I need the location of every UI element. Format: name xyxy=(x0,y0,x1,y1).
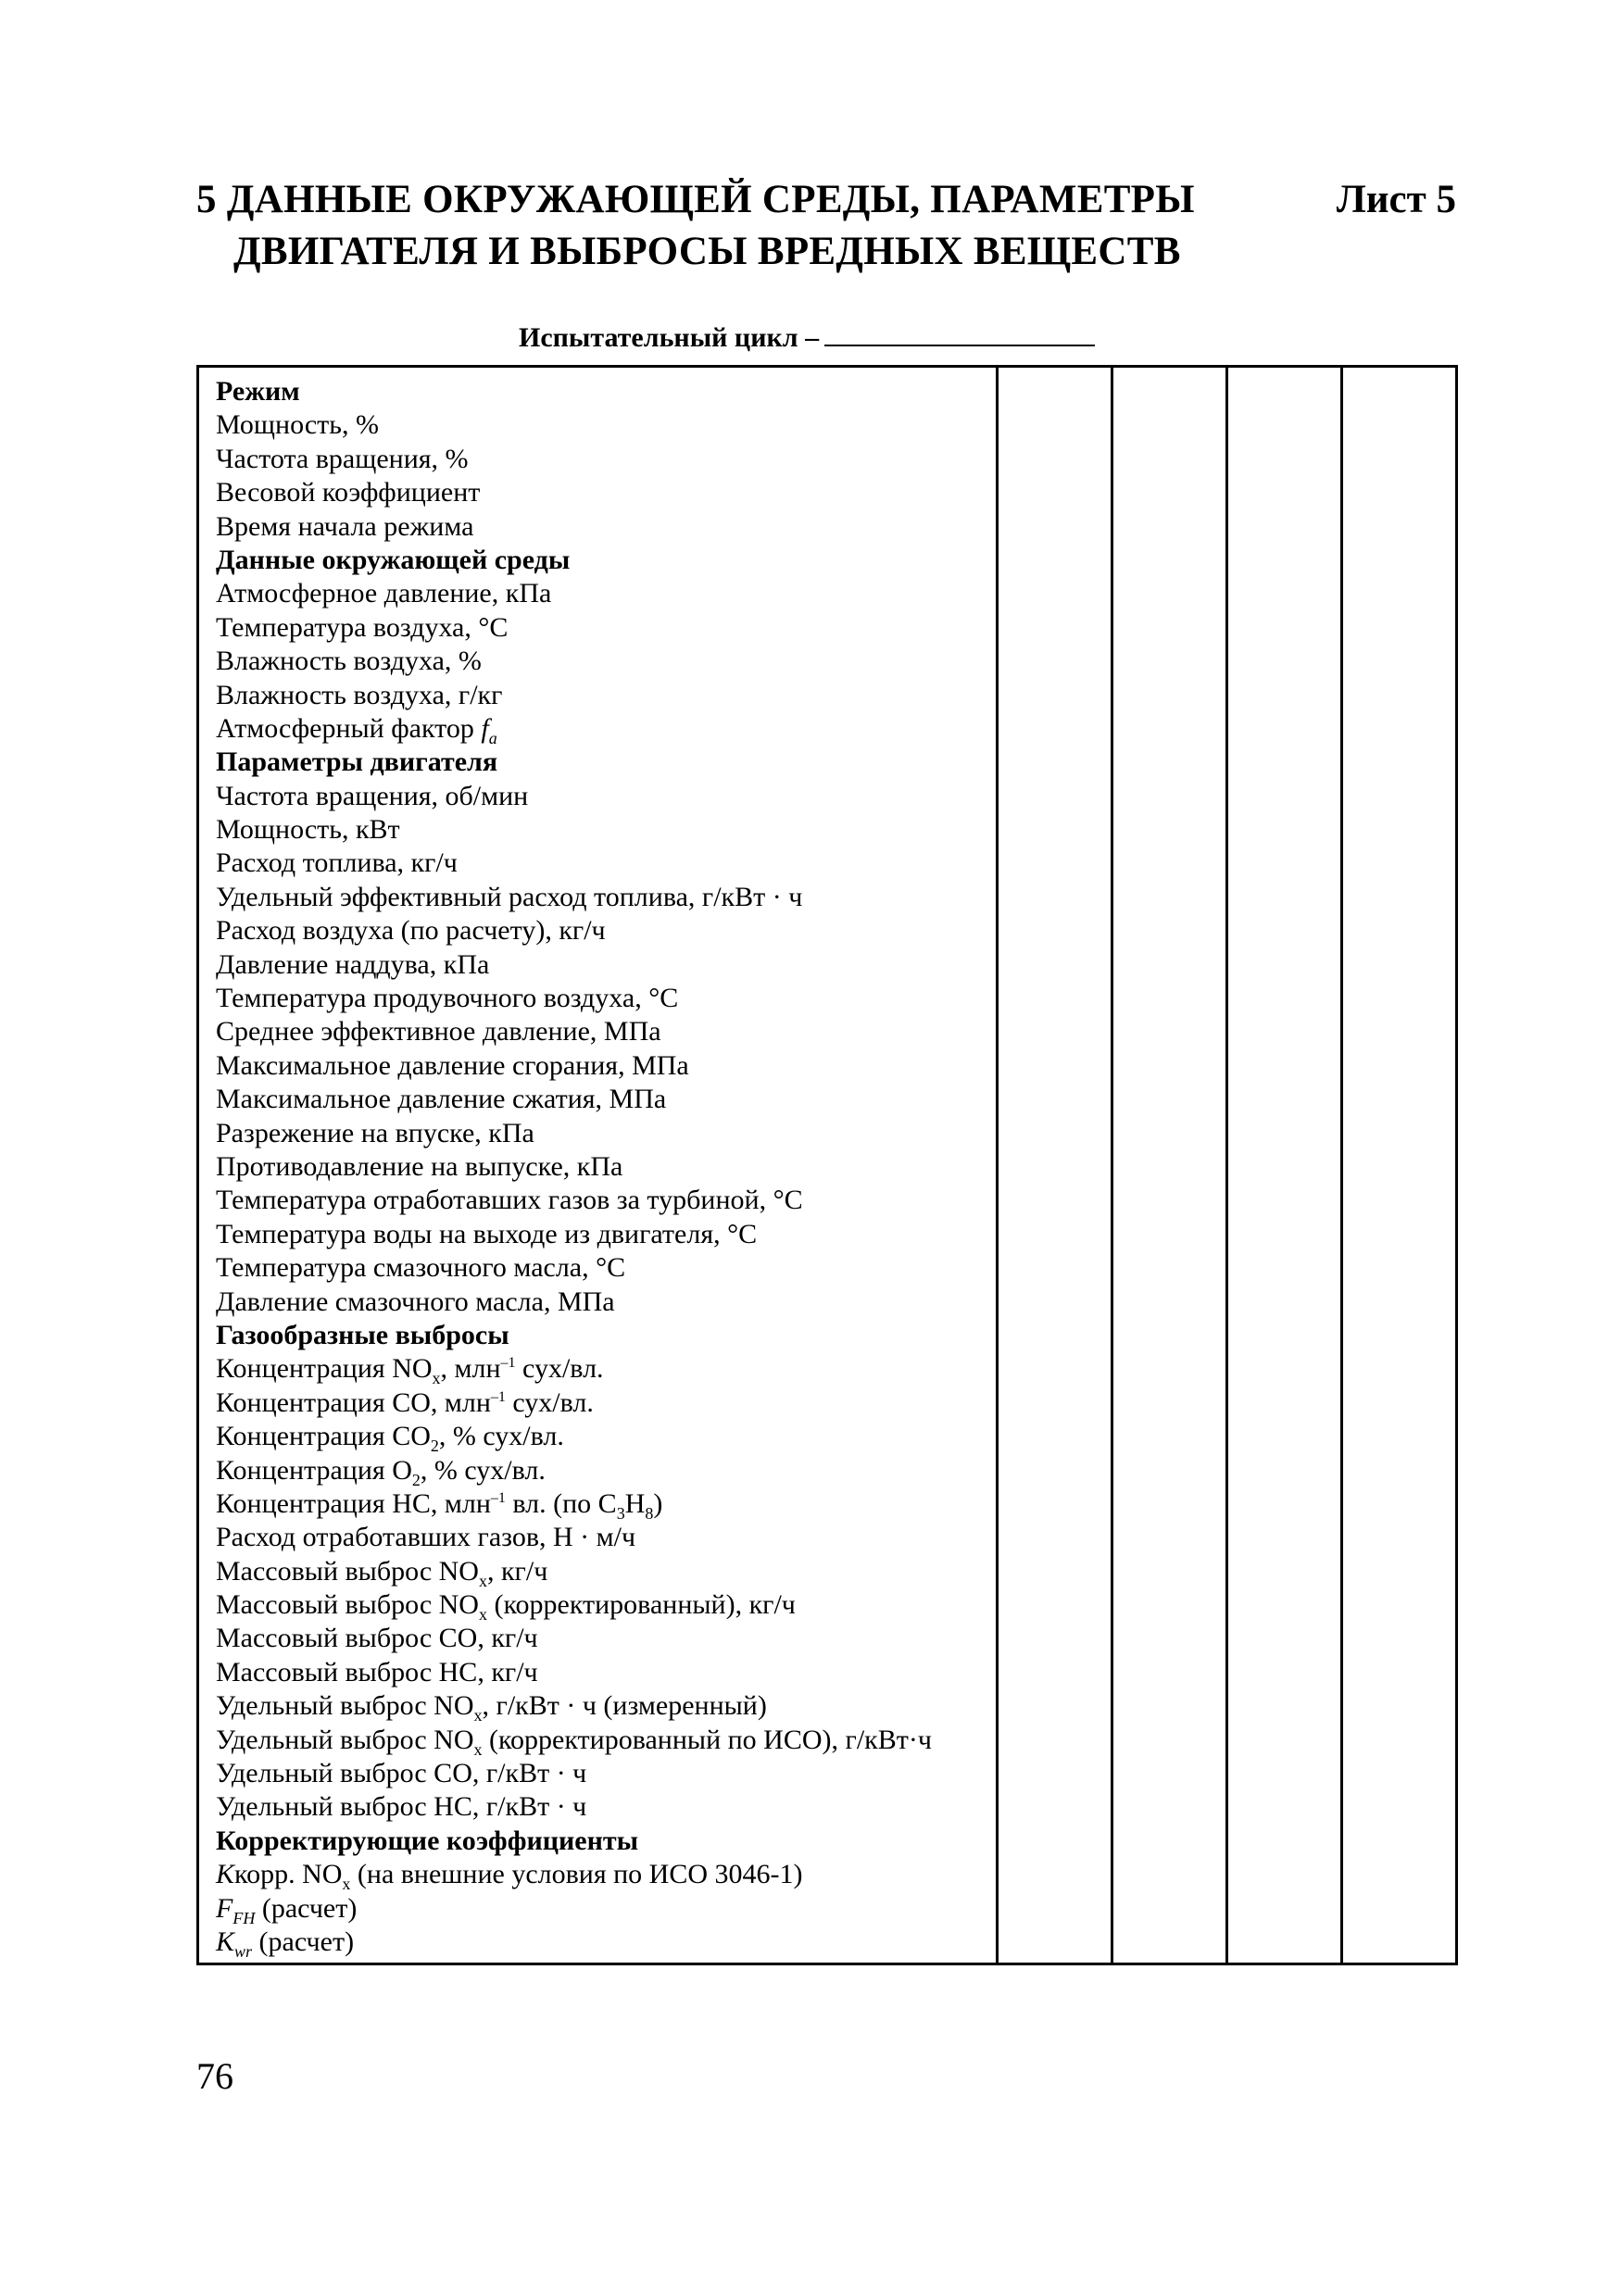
row-k-corr-nox-d: (на внешние условия по ИСО 3046-1) xyxy=(350,1859,803,1890)
row-specific-fuel-consumption: Удельный эффективный расход топлива, г/кВт · ч xyxy=(216,881,803,912)
row-mean-effective-pressure: Среднее эффективное давление, МПа xyxy=(216,1016,661,1048)
row-k-wr xyxy=(216,1926,996,1959)
row-fuel-consumption: Расход топлива, кг/ч xyxy=(216,847,458,879)
row-co2-concentration-sub: 2 xyxy=(430,1437,439,1456)
row-nox-concentration-sub: x xyxy=(432,1369,441,1388)
row-f-fh-symbol: F xyxy=(216,1892,233,1924)
row-nox-concentration-a: Концентрация NO xyxy=(216,1353,433,1385)
row-f-fh-sub: FH xyxy=(232,1908,256,1927)
row-nox-specific-measured-sub: x xyxy=(473,1706,483,1725)
section-heading-gaseous-emissions: Газообразные выбросы xyxy=(216,1319,509,1350)
row-atm-factor-symbol: f xyxy=(481,712,489,744)
section-heading-correction-factors: Корректирующие коэффициенты xyxy=(216,1825,639,1856)
row-hc-concentration xyxy=(216,1487,996,1521)
page-title xyxy=(196,174,1456,278)
row-nox-specific-measured-a: Удельный выброс NO xyxy=(216,1690,474,1722)
row-oil-pressure: Давление смазочного масла, МПа xyxy=(216,1286,615,1317)
row-nox-mass-sub: x xyxy=(478,1571,487,1590)
row-co-concentration-c: сух/вл. xyxy=(505,1386,594,1418)
row-weight-factor: Весовой коэффициент xyxy=(216,477,481,508)
row-atm-factor xyxy=(216,712,996,746)
row-k-corr-nox-b: корр. NO xyxy=(234,1859,343,1890)
row-air-flow: Расход воздуха (по расчету), кг/ч xyxy=(216,915,606,947)
row-nox-specific-corrected-c: (корректированный по ИСО), г/кВт·ч xyxy=(482,1724,932,1755)
row-boost-pressure: Давление наддува, кПа xyxy=(216,948,490,980)
data-table xyxy=(196,365,1458,1965)
row-scavenge-air-temperature: Температура продувочного воздуха, °С xyxy=(216,983,679,1014)
row-nox-mass xyxy=(216,1555,996,1588)
row-max-compression-pressure: Максимальное давление сжатия, МПа xyxy=(216,1084,667,1115)
row-air-humidity-percent: Влажность воздуха, % xyxy=(216,646,482,677)
row-exhaust-backpressure: Противодавление на выпуске, кПа xyxy=(216,1150,623,1182)
row-nox-concentration-c: , млн xyxy=(440,1353,501,1385)
row-nox-mass-a: Массовый выброс NO xyxy=(216,1555,479,1587)
row-air-humidity-gkg: Влажность воздуха, г/кг xyxy=(216,679,503,710)
row-nox-specific-corrected-sub: x xyxy=(473,1739,483,1759)
row-f-fh-c: (расчет) xyxy=(255,1892,358,1924)
row-co2-concentration-a: Концентрация СО xyxy=(216,1421,431,1452)
row-o2-concentration xyxy=(216,1454,996,1487)
row-co2-concentration-c: , % сух/вл. xyxy=(438,1421,564,1452)
row-f-fh xyxy=(216,1892,996,1926)
row-hc-concentration-sup: –1 xyxy=(490,1489,506,1506)
page-number: 76 xyxy=(196,2055,233,2097)
mode-column-2[interactable] xyxy=(1113,368,1228,1963)
row-o2-concentration-c: , % сух/вл. xyxy=(420,1454,546,1486)
row-hc-concentration-g: ) xyxy=(653,1487,663,1519)
row-o2-concentration-a: Концентрация О xyxy=(216,1454,412,1486)
row-atm-factor-text: Атмосферный фактор xyxy=(216,712,482,744)
row-engine-power: Мощность, кВт xyxy=(216,814,400,846)
row-max-combustion-pressure: Максимальное давление сгорания, МПа xyxy=(216,1049,689,1081)
row-mode-start-time: Время начала режима xyxy=(216,510,474,542)
mode-column-3[interactable] xyxy=(1228,368,1343,1963)
title-line-1: 5 ДАННЫЕ ОКРУЖАЮЩЕЙ СРЕДЫ, ПАРАМЕТРЫ xyxy=(196,178,1195,221)
row-k-corr-nox-sub: x xyxy=(342,1875,351,1894)
row-co2-concentration xyxy=(216,1420,996,1456)
row-hc-concentration-e: Н xyxy=(624,1487,646,1519)
row-hc-mass: Массовый выброс НС, кг/ч xyxy=(216,1656,538,1687)
test-cycle-label: Испытательный цикл – xyxy=(519,322,820,353)
row-air-temperature: Температура воздуха, °С xyxy=(216,611,509,643)
row-hc-concentration-a: Концентрация НС, млн xyxy=(216,1487,491,1519)
row-nox-concentration-e: сух/вл. xyxy=(515,1353,604,1385)
mode-column-1[interactable] xyxy=(999,368,1113,1963)
section-heading-ambient: Данные окружающей среды xyxy=(216,544,571,575)
row-nox-specific-measured-c: , г/кВт · ч (измеренный) xyxy=(482,1690,767,1722)
row-exhaust-flow: Расход отработавших газов, Н · м/ч xyxy=(216,1522,636,1553)
section-heading-mode: Режим xyxy=(216,376,300,407)
row-intake-vacuum: Разрежение на впуске, кПа xyxy=(216,1117,534,1148)
row-engine-speed: Частота вращения, об/мин xyxy=(216,780,529,811)
row-k-wr-c: (расчет) xyxy=(252,1926,355,1957)
row-nox-mass-corrected xyxy=(216,1588,996,1625)
sheet-number: Лист 5 xyxy=(1336,178,1456,221)
row-nox-specific-corrected-a: Удельный выброс NO xyxy=(216,1724,474,1755)
row-nox-mass-corrected-a: Массовый выброс NO xyxy=(216,1589,479,1621)
section-heading-engine: Параметры двигателя xyxy=(216,747,498,778)
row-nox-specific-measured xyxy=(216,1689,996,1723)
title-line-2: ДВИГАТЕЛЯ И ВЫБРОСЫ ВРЕДНЫХ ВЕЩЕСТВ xyxy=(233,230,1181,273)
parameter-labels-column xyxy=(199,368,999,1963)
row-speed-percent: Частота вращения, % xyxy=(216,443,469,474)
row-k-corr-nox-symbol: K xyxy=(216,1859,235,1890)
row-atm-pressure: Атмосферное давление, кПа xyxy=(216,578,552,609)
row-nox-mass-c: , кг/ч xyxy=(486,1555,548,1587)
row-hc-specific: Удельный выброс НС, г/кВт · ч xyxy=(216,1791,587,1823)
row-water-outlet-temperature: Температура воды на выходе из двигателя, °С xyxy=(216,1218,758,1249)
row-nox-specific-corrected xyxy=(216,1724,996,1757)
mode-column-4[interactable] xyxy=(1343,368,1455,1963)
page-header xyxy=(196,174,1456,278)
row-k-wr-symbol: K xyxy=(216,1926,235,1957)
row-hc-concentration-sub2: 8 xyxy=(645,1503,654,1523)
row-atm-factor-subscript: a xyxy=(488,728,497,747)
row-power-percent: Мощность, % xyxy=(216,409,379,441)
test-cycle-line xyxy=(519,317,1095,356)
row-o2-concentration-sub: 2 xyxy=(411,1470,421,1489)
row-oil-temperature: Температура смазочного масла, °С xyxy=(216,1252,626,1284)
test-cycle-blank[interactable] xyxy=(824,317,1095,346)
row-hc-concentration-c: вл. (по С xyxy=(505,1487,617,1519)
row-nox-concentration xyxy=(216,1352,996,1386)
row-nox-concentration-sup: –1 xyxy=(500,1355,516,1372)
row-k-corr-nox xyxy=(216,1858,996,1894)
row-co-mass: Массовый выброс СО, кг/ч xyxy=(216,1623,538,1654)
row-hc-concentration-sub1: 3 xyxy=(616,1503,625,1523)
row-co-concentration-sup: –1 xyxy=(490,1388,506,1405)
row-k-wr-sub: wr xyxy=(234,1941,253,1961)
row-exhaust-temperature: Температура отработавших газов за турбиной, °С xyxy=(216,1185,803,1216)
row-co-concentration xyxy=(216,1386,996,1420)
row-co-specific: Удельный выброс СО, г/кВт · ч xyxy=(216,1758,587,1789)
row-nox-mass-corrected-c: (корректированный), кг/ч xyxy=(486,1589,796,1621)
row-nox-mass-corrected-sub: x xyxy=(478,1605,487,1625)
row-co-concentration-a: Концентрация СО, млн xyxy=(216,1386,491,1418)
